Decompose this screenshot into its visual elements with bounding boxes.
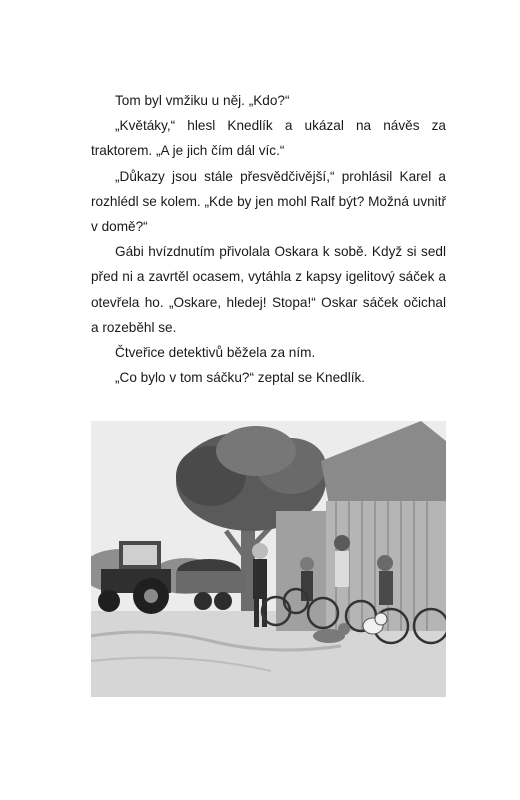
paragraph-3: „Důkazy jsou stále přesvědčivější,“ prohlásil Karel a rozhlédl se kolem. „Kde by jen mohl Ralf být? Možná uvnitř v domě?“ xyxy=(91,168,446,235)
paragraph-5: Čtveřice detektivů běžela za ním. xyxy=(115,345,316,361)
farm-illustration xyxy=(91,421,446,697)
paragraph-1: Tom byl vmžiku u něj. „Kdo?“ xyxy=(115,93,290,108)
paragraph-2: „Květáky,“ hlesl Knedlík a ukázal na návěs za traktorem. „A je jich čím dál víc.“ xyxy=(91,118,446,159)
story-text xyxy=(91,88,446,390)
paragraph-4: Gábi hvízdnutím přivolala Oskara k sobě. Když si sedl před ni a zavrtěl ocasem, vytáhla z kapsy igelitový sáček a otevřela ho. „Oskare, hledej! Stopa!“ Oskar sáček očichal a rozeběhl se. xyxy=(91,244,446,335)
paragraph-6: „Co bylo v tom sáčku?“ zeptal se Knedlík. xyxy=(115,370,366,386)
